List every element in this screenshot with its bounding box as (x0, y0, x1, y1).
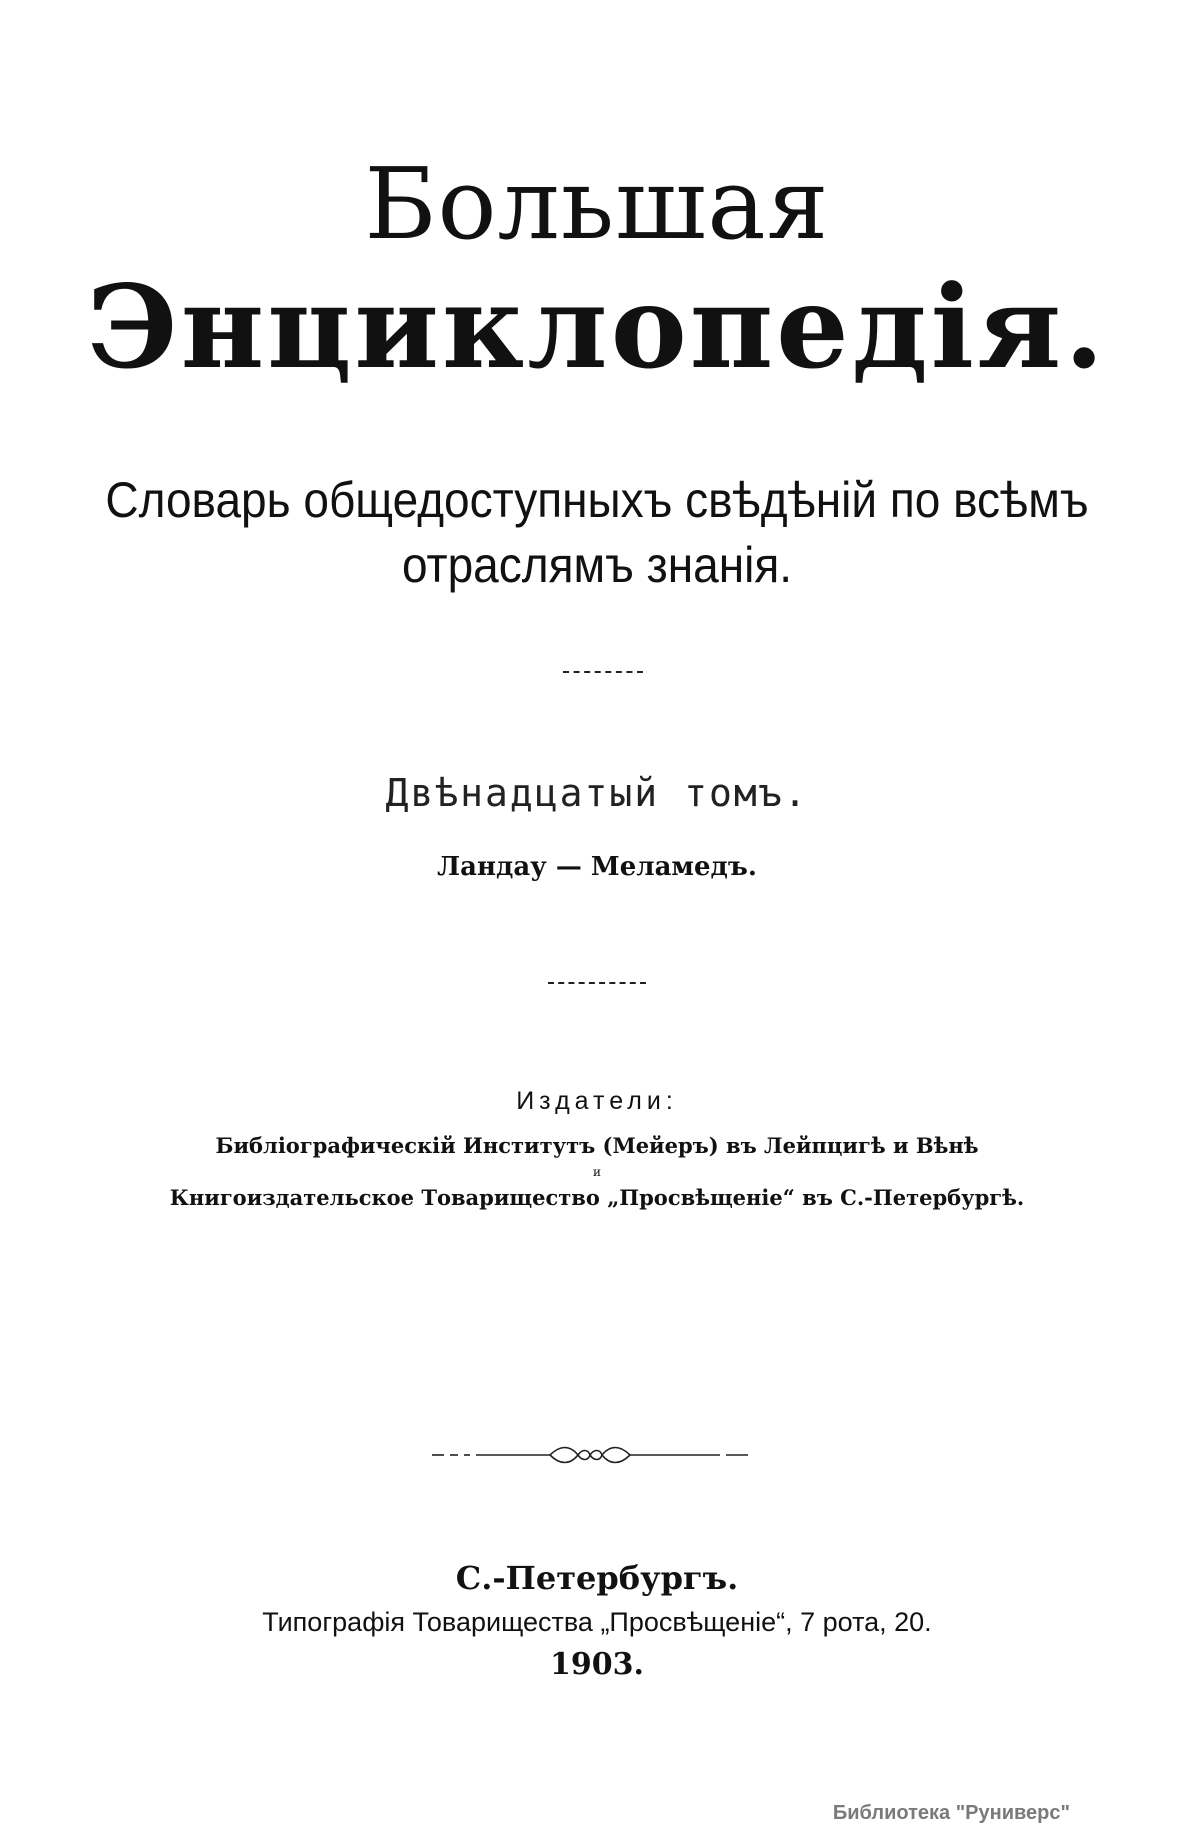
publisher-conjunction: и (593, 1165, 601, 1179)
divider-rule-middle (548, 982, 646, 984)
ornament-knot (590, 1451, 602, 1460)
ornament-knot (578, 1451, 590, 1460)
title-line-1: Большая (364, 148, 830, 262)
subtitle-line-1: Словарь общедоступныхъ свѣдѣній по всѣмъ (105, 472, 1089, 528)
volume-label: Двѣнадцатый томъ. (385, 771, 809, 815)
publishers-label: Издатели: (516, 1087, 678, 1115)
imprint-printer: Типографія Товарищества „Просвѣщеніе“, 7 рота, 20. (262, 1607, 932, 1637)
publisher-second: Книгоиздательское Товарищество „Просвѣщеніе“ въ С.-Петербургѣ. (169, 1185, 1025, 1210)
ornamental-divider (430, 1443, 750, 1467)
divider-rule-top (563, 671, 643, 673)
publisher-first: Библіографическій Институтъ (Мейеръ) въ Лейпцигѣ и Вѣнѣ (215, 1133, 979, 1158)
ornament-loop-left (550, 1448, 578, 1463)
title-line-2: Энциклопедія. (87, 260, 1107, 394)
volume-range: Ландау — Меламедъ. (437, 852, 757, 882)
imprint-city: С.-Петербургъ. (455, 1559, 739, 1597)
imprint-year: 1903. (550, 1647, 644, 1682)
library-watermark: Библиотека "Руниверс" (832, 1802, 1070, 1824)
subtitle-line-2: отраслямъ знанія. (401, 537, 793, 593)
ornament-loop-right (602, 1448, 630, 1463)
